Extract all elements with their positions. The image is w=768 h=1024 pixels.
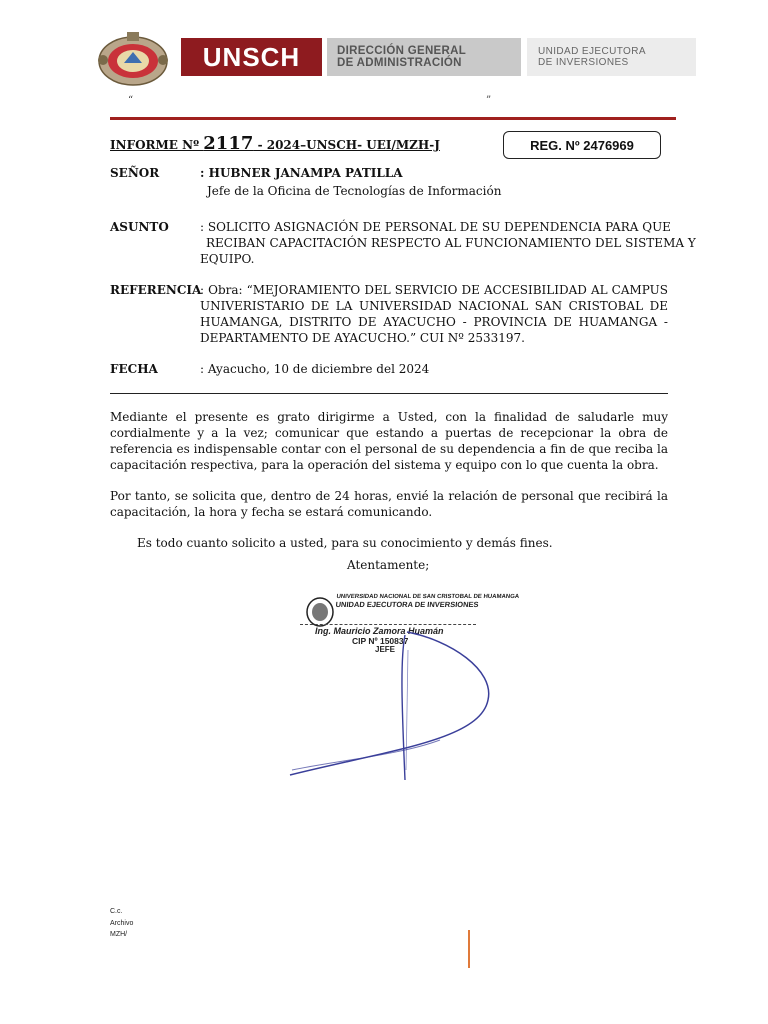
asunto-line-1: : SOLICITO ASIGNACIÓN DE PERSONAL DE SU DEPENDENCIA PARA QUE	[200, 220, 671, 234]
stamp-line-1: UNIVERSIDAD NACIONAL DE SAN CRISTOBAL DE HUAMANGA	[336, 594, 520, 600]
quote-right: ”	[486, 95, 492, 106]
closing-text: Atentamente;	[347, 558, 430, 572]
uei-line-2: DE INVERSIONES	[538, 57, 629, 68]
dga-line-2: DE ADMINISTRACIÓN	[337, 57, 462, 69]
referencia-line-2: UNIVERISTARIO DE LA UNIVERSIDAD NACIONAL SAN CRISTOBAL DE	[200, 299, 668, 313]
footer-accent-bar	[468, 930, 470, 968]
referencia-line-1: : Obra: “MEJORAMIENTO DEL SERVICIO DE ACCESIBILIDAD AL CAMPUS	[200, 283, 668, 297]
senor-label: SEÑOR	[110, 166, 160, 180]
senor-role: Jefe de la Oficina de Tecnologías de Información	[207, 184, 502, 198]
asunto-line-2: RECIBAN CAPACITACIÓN RESPECTO AL FUNCIONAMIENTO DEL SISTEMA Y	[206, 236, 696, 250]
reg-number: REG. Nº 2476969	[530, 137, 634, 153]
informe-title	[110, 133, 440, 154]
senor-name: : HUBNER JANAMPA PATILLA	[200, 166, 403, 180]
body-paragraph-3: Es todo cuanto solicito a usted, para su conocimiento y demás fines.	[137, 536, 553, 550]
stamp-line-2: UNIDAD EJECUTORA DE INVERSIONES	[335, 600, 480, 609]
asunto-label: ASUNTO	[110, 220, 169, 234]
informe-number: 2117	[203, 133, 254, 154]
uei-line-1: UNIDAD EJECUTORA	[538, 46, 646, 57]
asunto-line-3: EQUIPO.	[200, 252, 255, 266]
fecha-label: FECHA	[110, 362, 158, 376]
dga-header-box	[327, 38, 521, 76]
reg-number-box	[503, 131, 661, 159]
uei-header-box	[527, 38, 696, 76]
stamp-name: Ing. Mauricio Zamora Huamán	[315, 626, 444, 636]
dga-line-1: DIRECCIÓN GENERAL	[337, 45, 467, 57]
university-seal-logo	[94, 30, 172, 88]
body-paragraph-2: Por tanto, se solicita que, dentro de 24 horas, envié la relación de personal que recibirá la capacitación, la hora y fecha se estará comunicando.	[110, 489, 668, 519]
unsch-logo-text: UNSCH	[202, 41, 301, 72]
informe-suffix: - 2024–UNSCH- UEI/MZH-J	[253, 138, 440, 152]
quote-left: “	[128, 95, 134, 106]
unsch-logo-box	[181, 38, 322, 76]
referencia-label: REFERENCIA	[110, 283, 202, 297]
fecha-value: : Ayacucho, 10 de diciembre del 2024	[200, 362, 430, 376]
informe-prefix: INFORME Nº	[110, 138, 204, 152]
cc-line-2: Archivo	[110, 919, 134, 927]
cc-line-3: MZH/	[110, 931, 128, 938]
signature-scribble	[280, 600, 500, 790]
fields-divider	[110, 393, 668, 394]
cc-line-1: C.c.	[110, 908, 123, 915]
referencia-line-4: DEPARTAMENTO DE AYACUCHO.” CUI Nº 2533197.	[200, 331, 525, 345]
body-paragraph-1: Mediante el presente es grato dirigirme a Usted, con la finalidad de saludarle muy cordialmente y a la vez; comunicar que estando a puertas de recepcionar la obra de referencia es indispensable contar con el personal de su dependencia a fin de que reciba la capacitación respectiva, para la operación del sistema y equipo con lo que cuenta la obra.	[110, 410, 668, 472]
stamp-role: JEFE	[375, 645, 396, 654]
referencia-line-3: HUAMANGA, DISTRITO DE AYACUCHO - PROVINCIA DE HUAMANGA -	[200, 315, 668, 329]
header-divider	[110, 117, 676, 120]
stamp-cip: CIP Nº 150837	[352, 636, 409, 646]
cc-block	[110, 906, 133, 941]
